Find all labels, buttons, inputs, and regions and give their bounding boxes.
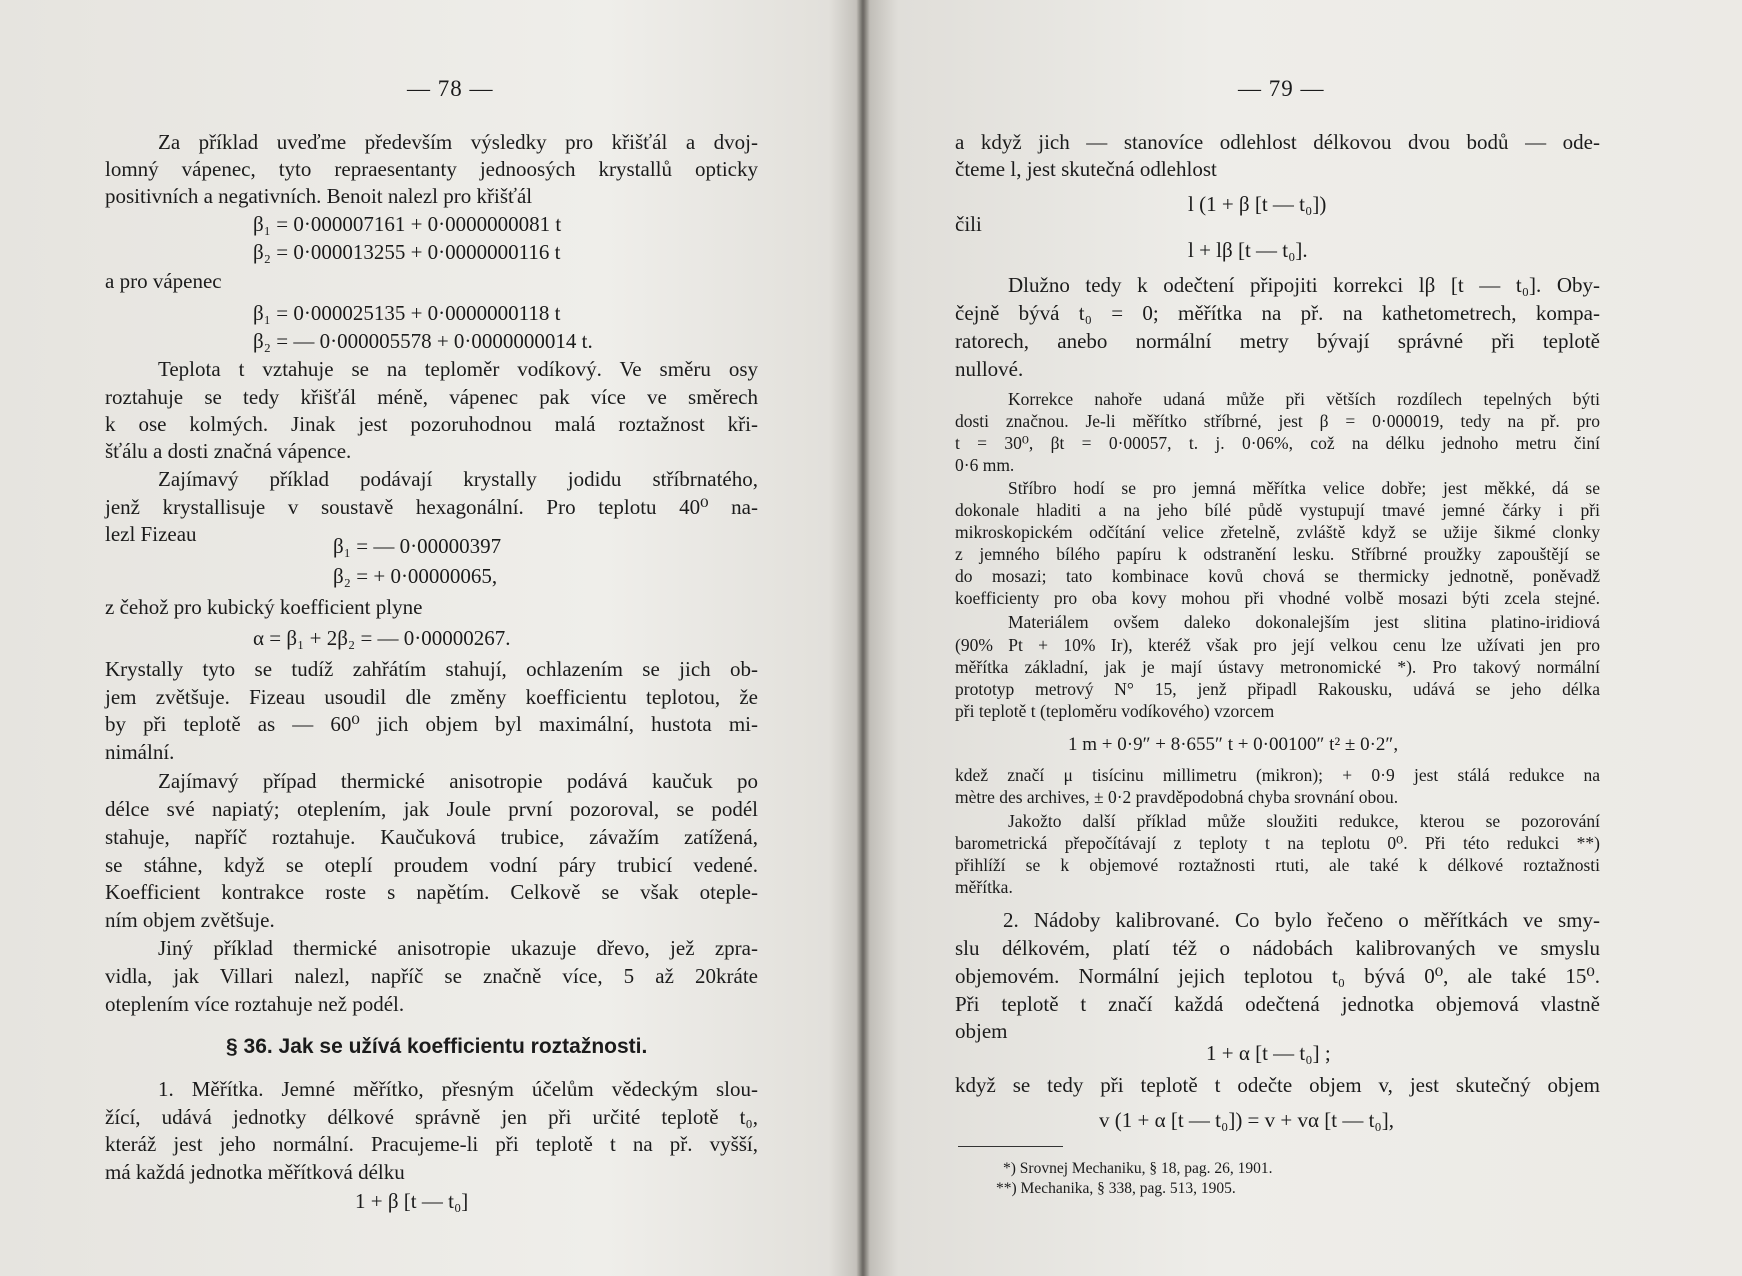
formula: α = β₁ + 2β₂ = — 0·00000267. xyxy=(253,626,511,650)
text-line: má každá jednotka měřítková délku xyxy=(105,1160,405,1184)
text-line: Zajímavý příklad podávají krystally jodidu stříbrnatého, xyxy=(158,467,758,491)
text-line: čteme l, jest skutečná odlehlost xyxy=(955,157,1217,181)
small-text-line: kdež značí μ tisícinu millimetru (mikron); + 0·9 jest stálá redukce na xyxy=(955,765,1600,785)
small-text-line: (90% Pt + 10% Ir), kteréž však pro její velkou cenu lze užívati jen pro xyxy=(955,635,1600,655)
small-text-line: prototyp metrový N° 15, jenž připadl Rakousku, udává se jeho délka xyxy=(955,679,1600,699)
formula: β₁ = 0·000025135 + 0·0000000118 t xyxy=(253,301,561,325)
small-text-line: Jakožto další příklad může sloužiti redukce, kterou se pozorování xyxy=(1008,811,1600,831)
text-line: jem zvětšuje. Fizeau usoudil dle změny koefficientu teplotou, že xyxy=(105,685,758,709)
small-text-line: dosti značnou. Je-li měřítko stříbrné, jest β = 0·000019, tedy na př. pro xyxy=(955,411,1600,431)
text-line: oteplením více roztahuje než podél. xyxy=(105,992,405,1016)
formula: 1 + β [t — t₀] xyxy=(355,1189,469,1213)
small-text-line: při teplotě t (teploměru vodíkového) vzorcem xyxy=(955,701,1275,721)
formula: β₂ = 0·000013255 + 0·0000000116 t xyxy=(253,240,561,264)
formula: β₂ = — 0·000005578 + 0·0000000014 t. xyxy=(253,329,593,353)
small-text-line: dokonale hladiti a na jeho bílé půdě vystupují tmavé jemné čárky i při xyxy=(955,500,1600,520)
text-line: šťálu a dosti značná vápence. xyxy=(105,439,352,463)
small-text-line: přihlíží se k objemové roztažnosti rtuti, ale také k délkové roztažnosti xyxy=(955,855,1600,875)
text-line: když se tedy při teplotě t odečte objem v, jest skutečný objem xyxy=(955,1073,1600,1097)
formula: v (1 + α [t — t₀]) = v + vα [t — t₀], xyxy=(1099,1108,1394,1132)
text-line: Koefficient kontrakce roste s napětím. Celkově se však oteple- xyxy=(105,880,758,904)
book-gutter xyxy=(856,0,870,1276)
small-text-line: mètre des archives, ± 0·2 pravděpodobná chyba srovnání obou. xyxy=(955,787,1399,807)
text-line: se stáhne, když se oteplí proudem vodní páry trubicí vedené. xyxy=(105,853,758,877)
text-line: kteráž jest jeho normální. Pracujeme-li při teplotě t na př. vyšší, xyxy=(105,1132,758,1156)
formula: l + lβ [t — t₀]. xyxy=(1188,238,1308,262)
text-line: slu délkovém, platí též o nádobách kalibrovaných ve smyslu xyxy=(955,936,1600,960)
formula: β₂ = + 0·00000065, xyxy=(333,564,498,588)
formula: l (1 + β [t — t₀]) xyxy=(1188,192,1327,216)
text-line: nimální. xyxy=(105,740,175,764)
text-line: ratorech, anebo normální metry bývají správné při teplotě xyxy=(955,329,1600,353)
small-text-line: 0·6 mm. xyxy=(955,455,1015,475)
text-line: čejně bývá t₀ = 0; měřítka na př. na kathetometrech, kompa- xyxy=(955,301,1600,325)
footnote-rule xyxy=(958,1146,1063,1147)
right-page xyxy=(863,0,1742,1276)
text-line: objem xyxy=(955,1019,1008,1043)
text-line: Dlužno tedy k odečtení připojiti korrekci lβ [t — t₀]. Oby- xyxy=(1008,273,1600,297)
small-text-line: Stříbro hodí se pro jemná měřítka velice dobře; jest měkké, dá se xyxy=(1008,478,1600,498)
text-line: objemovém. Normální jejich teplotou t₀ bývá 0⁰, ale také 15⁰. xyxy=(955,964,1600,988)
formula: 1 + α [t — t₀] ; xyxy=(1206,1041,1331,1065)
small-text-line: měřítka základní, jak je mají ústavy metronomické *). Pro takový normální xyxy=(955,657,1600,677)
text-line: jenž krystallisuje v soustavě hexagonální. Pro teplotu 40⁰ na- xyxy=(105,495,758,519)
left-page xyxy=(0,0,863,1276)
text-line: stahuje, napříč roztahuje. Kaučuková trubice, závažím zatížená, xyxy=(105,825,758,849)
text-line: Zajímavý případ thermické anisotropie podává kaučuk po xyxy=(158,769,758,793)
small-text-line: Korrekce nahoře udaná může při větších rozdílech tepelných býti xyxy=(1008,389,1600,409)
footnote: **) Mechanika, § 338, pag. 513, 1905. xyxy=(996,1180,1236,1197)
text-line: lezl Fizeau xyxy=(105,522,197,546)
text-line: 2. Nádoby kalibrované. Co bylo řečeno o měřítkách ve smy- xyxy=(1003,908,1600,932)
text-line: by při teplotě as — 60⁰ jich objem byl maximální, hustota mi- xyxy=(105,712,758,736)
small-text-line: koefficienty pro oba kovy mohou při vhodné volbě mosazi býti zcela stejné. xyxy=(955,588,1600,608)
text-line: a pro vápenec xyxy=(105,269,222,293)
footnote: *) Srovnej Mechaniku, § 18, pag. 26, 1901. xyxy=(1003,1160,1273,1177)
text-line: a když jich — stanovíce odlehlost délkovou dvou bodů — ode- xyxy=(955,130,1600,154)
text-line: Za příklad uveďme především výsledky pro křišťál a dvoj- xyxy=(158,130,758,154)
text-line: vidla, jak Villari nalezl, napříč se značně více, 5 až 20kráte xyxy=(105,964,758,988)
formula: β₁ = — 0·00000397 xyxy=(333,534,502,558)
small-text-line: do mosazi; tato kombinace kovů chová se thermicky jednotně, poněvadž xyxy=(955,566,1600,586)
small-text-line: t = 30⁰, βt = 0·00057, t. j. 0·06%, což na délku jednoho metru činí xyxy=(955,433,1600,453)
section-heading: § 36. Jak se užívá koefficientu roztažnosti. xyxy=(226,1035,648,1058)
text-line: Jiný příklad thermické anisotropie ukazuje dřevo, jež zpra- xyxy=(158,936,758,960)
text-line: roztahuje se tedy křišťál méně, vápenec pak více ve směrech xyxy=(105,385,758,409)
text-line: čili xyxy=(955,212,982,236)
text-line: ním objem zvětšuje. xyxy=(105,908,275,932)
text-line: nullové. xyxy=(955,357,1024,381)
formula: 1 m + 0·9″ + 8·655″ t + 0·00100″ t² ± 0·2″, xyxy=(1068,734,1399,755)
text-line: Krystally tyto se tudíž zahřátím stahují, ochlazením se jich ob- xyxy=(105,657,758,681)
text-line: žící, udává jednotky délkové správně jen při určité teplotě t₀, xyxy=(105,1105,758,1129)
small-text-line: barometrická přepočítávají z teploty t na teplotu 0⁰. Při této redukci **) xyxy=(955,833,1600,853)
page-number: — 78 — xyxy=(407,76,494,101)
formula: β₁ = 0·000007161 + 0·0000000081 t xyxy=(253,212,562,236)
page-number: — 79 — xyxy=(1238,76,1325,101)
text-line: Teplota t vztahuje se na teploměr vodíkový. Ve směru osy xyxy=(158,357,758,381)
text-line: Při teplotě t značí každá odečtená jednotka objemová vlastně xyxy=(955,992,1600,1016)
text-line: k ose kolmých. Jinak jest pozoruhodnou malá roztažnost kři- xyxy=(105,412,758,436)
text-line: délce své napiatý; oteplením, jak Joule první pozoroval, se podél xyxy=(105,797,758,821)
small-text-line: Materiálem ovšem daleko dokonalejším jest slitina platino-iridiová xyxy=(1008,612,1600,632)
small-text-line: mikroskopickém odčítání velice zřetelně, zvláště když se užije šikmé clonky xyxy=(955,522,1600,542)
small-text-line: měřítka. xyxy=(955,877,1013,897)
text-line: z čehož pro kubický koefficient plyne xyxy=(105,595,423,619)
small-text-line: z jemného bílého papíru k odstranění lesku. Stříbrné proužky zapouštějí se xyxy=(955,544,1600,564)
text-line: 1. Měřítka. Jemné měřítko, přesným účelům vědeckým slou- xyxy=(158,1077,758,1101)
text-line: lomný vápenec, tyto repraesentanty jednoosých krystallů opticky xyxy=(105,157,758,181)
text-line: positivních a negativních. Benoit nalezl pro křišťál xyxy=(105,184,533,208)
